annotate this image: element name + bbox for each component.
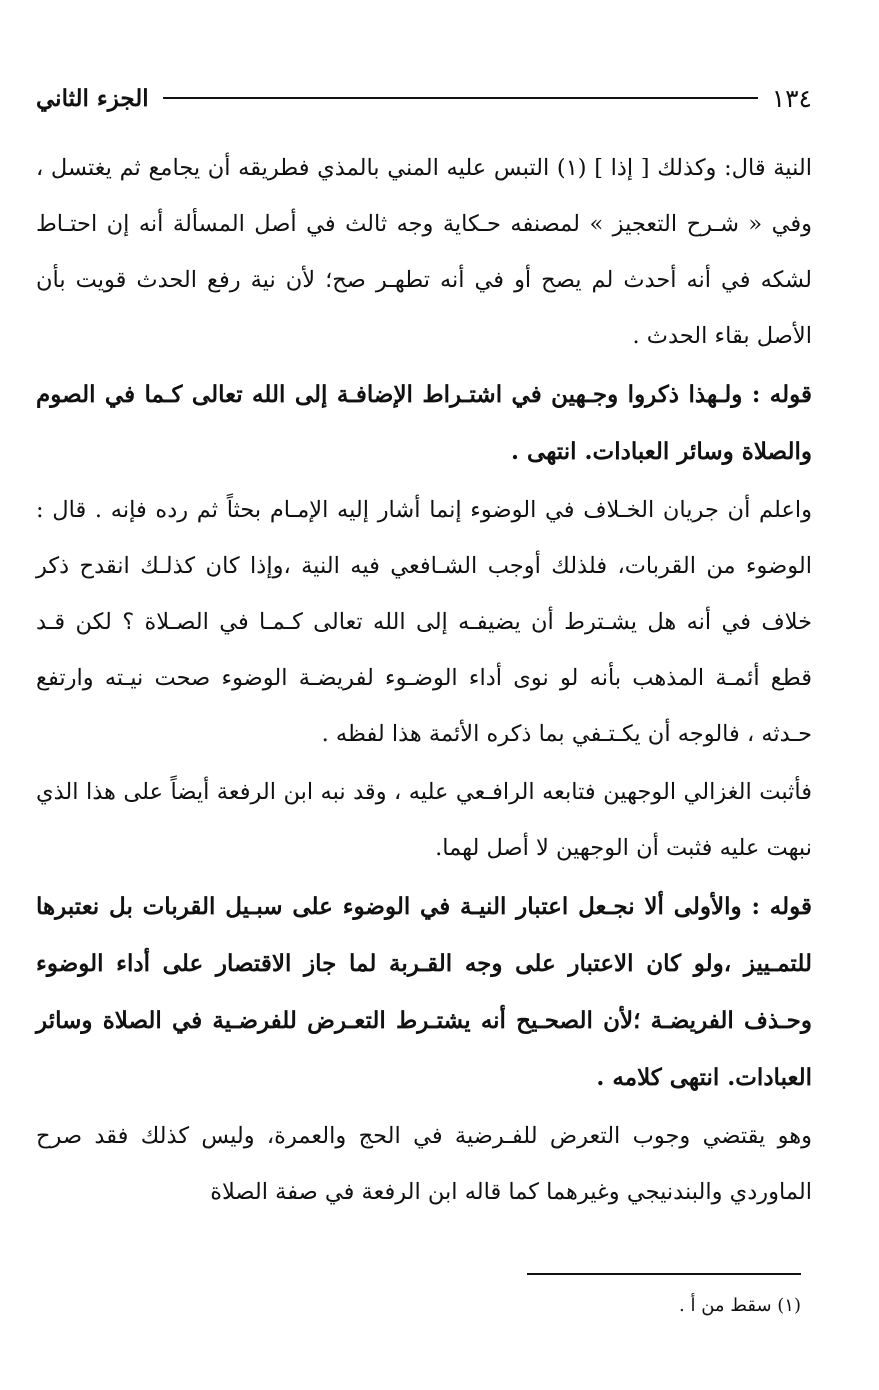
paragraph-commentary: وهو يقتضي وجوب التعرض للفـرضية في الحج والعمرة، وليس كذلك فقد صرح الماوردي والبندنيجي وغيرهما كما قاله ابن الرفعة في صفة الصلاة [36, 1123, 812, 1205]
footnote: (١) سقط من أ . [679, 1295, 801, 1316]
page-header [36, 78, 812, 118]
paragraph-commentary: واعلم أن جريان الخـلاف في الوضوء إنما أشار إليه الإمـام بحثاً ثم رده فإنه . قال : الوضوء من القربات، فلذلك أوجب الشـافعي فيه النية ،وإذا كان كذلـك انقدح ذكر خلاف في أنه هل يشـترط أن يضيفـه إلى الله تعالى كـمـا في الصـلاة ؟ لكن قـد قطع أئمـة المذهب بأنه لو نوى أداء الوضـوء لفريضـة الوضوء صحت نيـته وارتفع حـدثه ، فالوجه أن يكـتـفي بما ذكره الأئمة هذا لفظه . [36, 497, 812, 747]
body-text [36, 140, 812, 1220]
quoted-statement: قوله : والأولى ألا نجـعل اعتبار النيـة في الوضوء على سبـيل القربات بل نعتبرها للتمـييز ،ولو كان الاعتبار على وجه القـربة لما جاز الاقتصار على أداء الوضوء وحـذف الفريضـة ؛لأن الصحـيح أنه يشتـرط التعـرض للفرضـية في الصلاة وسائر العبادات. انتهى كلامه . [36, 893, 812, 1091]
footnote-rule [527, 1273, 801, 1275]
paragraph-commentary: فأثبت الغزالي الوجهين فتابعه الرافـعي عليه ، وقد نبه ابن الرفعة أيضاً على هذا الذي نبهت عليه فثبت أن الوجهين لا أصل لهما. [36, 779, 812, 861]
paragraph-intro: النية قال: وكذلك [ إذا ] (١) التبس عليه المني بالمذي فطريقه أن يجامع ثم يغتسل ، وفي « شـرح التعجيز » لمصنفه حـكاية وجه ثالث في أصل المسألة أنه إن احتـاط لشكه في أنه أحدث لم يصح أو في أنه تطهـر صح؛ لأن نية رفع الحدث قويت بأن الأصل بقاء الحدث . [36, 155, 812, 349]
header-rule [163, 97, 758, 99]
page-number: ١٣٤ [771, 83, 812, 113]
quoted-statement: قوله : ولـهذا ذكروا وجـهين في اشتـراط الإضافـة إلى الله تعالى كـما في الصوم والصلاة وسائر العبادات. انتهى . [36, 381, 812, 465]
running-title: الجزء الثاني [36, 84, 149, 112]
